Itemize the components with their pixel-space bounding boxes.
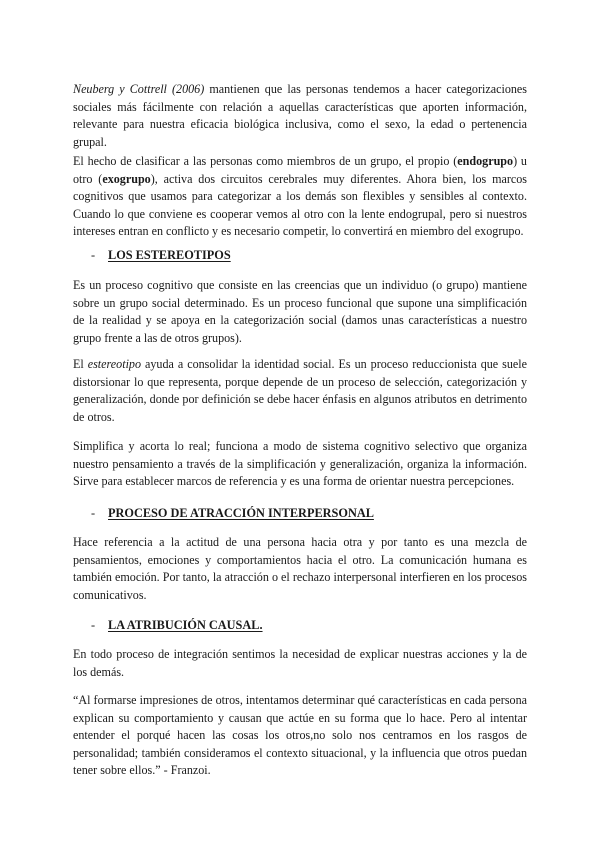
paragraph-text: ayuda a consolidar la identidad social. Es un proceso reduccionista que suele distorsionar lo que representa, porque depende de un proceso de selección, categorización y generalización, donde por definición se debe hacer énfasis en algunos atributos en detrimento de otros.: [73, 357, 527, 424]
paragraph-simplifica: Simplifica y acorta lo real; funciona a modo de sistema cognitivo selectivo que organiza nuestro pensamiento a través de la simplificación y generalización, organiza la información. Sirve para establecer marcos de referencia y es una forma de orientar nuestra percepciones.: [73, 439, 527, 489]
bullet-dash: -: [91, 248, 96, 262]
paragraph-endogrupo-exogrupo: [73, 153, 527, 241]
bullet-dash: -: [91, 506, 96, 520]
paragraph-integracion: En todo proceso de integración sentimos la necesidad de explicar nuestras acciones y la de los demás.: [73, 647, 527, 679]
term-estereotipo: estereotipo: [87, 357, 142, 371]
section-heading-atribucion: [91, 617, 263, 634]
heading-title: LA ATRIBUCIÓN CAUSAL.: [108, 618, 263, 632]
section-heading-estereotipos: [91, 247, 231, 264]
section-heading-atraccion: [91, 505, 374, 522]
bullet-dash: -: [91, 618, 96, 632]
paragraph-estereotipo-identidad: [73, 356, 527, 426]
quote-franzoi: “Al formarse impresiones de otros, intentamos determinar qué características en cada persona explican su comportamiento y causan que actúe en su forma que lo hace. Pero al intentar entender el porqué hacen las cosas los otros,no solo nos centramos en los rasgos de personalidad; también consideramos el contexto situacional, y la influencia que otros puedan tener sobre ellos.” - Franzoi.: [73, 693, 527, 778]
heading-title: LOS ESTEREOTIPOS: [108, 248, 231, 262]
paragraph-estereotipo-definicion: Es un proceso cognitivo que consiste en las creencias que un individuo (o grupo) mantiene sobre un grupo social determinado. Es un proceso funcional que supone una simplificación de la realidad y se apoya en la categorización social (damos unas características a nuestro grupo frente a las de otros grupos).: [73, 278, 527, 345]
paragraph-text: ) u otro (: [73, 154, 527, 186]
paragraph-text: mantienen que las personas tendemos a hacer categorizaciones sociales más fácilmente con relación a aquellas características que aporten información, relevante para nuestra eficacia biológica inclusiva, como el sexo, la edad o pertenencia grupal.: [73, 82, 527, 149]
citation: Neuberg y Cottrell (2006): [73, 82, 205, 96]
term-endogrupo: endogrupo: [457, 154, 514, 168]
paragraph-neuberg-cottrell: [73, 81, 527, 151]
paragraph-text: El hecho de clasificar a las personas como miembros de un grupo, el propio (: [73, 154, 458, 168]
term-exogrupo: exogrupo: [102, 171, 151, 186]
paragraph-text: ), activa dos circuitos cerebrales muy diferentes. Ahora bien, los marcos cognitivos que usamos para categorizar a los demás son flexibles y sensibles al contexto. Cuando lo que conviene es cooperar vemos al otro con la lente endogrupal, pero si nuestros intereses entran en conflicto y es necesario competir, lo convertirá en miembro del exogrupo.: [73, 171, 527, 239]
heading-title: PROCESO DE ATRACCIÓN INTERPERSONAL: [108, 506, 374, 520]
paragraph-text: El: [73, 357, 88, 371]
paragraph-atraccion: Hace referencia a la actitud de una persona hacia otra y por tanto es una mezcla de pensamientos, emociones y comportamientos hacia el otro. La comunicación humana es también emoción. Por tanto, la atracción o el rechazo interpersonal interfieren en los procesos comunicativos.: [73, 535, 527, 602]
